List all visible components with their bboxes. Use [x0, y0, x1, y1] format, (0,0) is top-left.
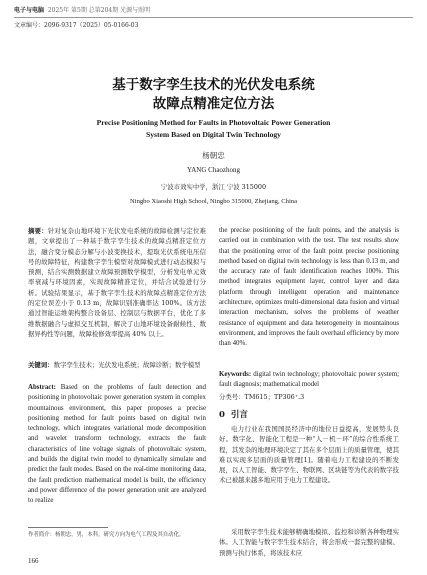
title-en-line1: Precise Positioning Method for Faults in Photovoltaic Power Generation [96, 118, 331, 127]
keywords-cn-text: 数字孪生技术；光伏发电系统；故障诊断；数学模型 [53, 361, 201, 369]
footnote: 作者简介：杨朝忠，男，本科，研究方向为电气工程及其自动化。 [28, 532, 185, 538]
journal-name: 电子与电脑 [14, 7, 45, 14]
author-cn: 杨朝忠 [202, 151, 225, 160]
title-en-line2: System Based on Digital Twin Technology [146, 130, 281, 139]
section-title: 引言 [230, 410, 248, 420]
keywords-cn [28, 360, 206, 370]
section-number: 0 [219, 410, 225, 420]
issue-info: 2025年 第5期 总第204期 光源与照明 [47, 7, 151, 14]
affiliation-en: Ningbo Xiaoshi High School, Ningbo 315000, Zhejiang, China [129, 198, 298, 205]
abstract-en-right: the precise positioning of the fault points, and the analysis is carried out in combination with the test. The test results show that the positioning error of the fault point precise positioning method based on digital twin technology is less than 0.13 m, and the accuracy rate of fault identification reaches 100%. This method integrates equipment layer, control layer and data platform through intelligent operation and maintenance architecture, optimizes multi-dimensional data fusion and virtual interaction mechanism, solves the problems of weather resistance of equipment and data heterogeneity in mountainous environment, and improves the fault overhaul efficiency by more than 40%. [219, 227, 399, 348]
keywords-cn-label: 关键词： [28, 361, 54, 369]
journal-header [14, 5, 150, 14]
abstract-cn [28, 226, 206, 339]
footnote-divider [28, 527, 108, 528]
affiliation-cn: 宁波市效实中学，浙江 宁波 315000 [160, 183, 267, 191]
author-en: YANG Chaozhong [186, 166, 241, 174]
intro-paragraph-2: 采用数字孪生技术能够精确地模拟、监控和诊断各种物理实体。人工智能与数字孪生技术结合，将会形成一套完整的建模、预测与执行体系，将该技术应 [219, 528, 399, 557]
abstract-cn-text: 针对复杂山地环境下光伏发电系统的故障检测与定位难题，文章提出了一种基于数字孪生技术的故障点精准定位方法，融合变分模态分解与小波变换技术，提取光伏系统电压信号的故障特征，构建数字孪生模型对故障模式进行动态模拟与预测，结合实测数据建立故障预测数学模型，分析发电单元效率衰减与环境因素，实现故障精准定位，并结合试验进行分析。试验结果显示，基于数字孪生技术的故障点精准定位方法的定位误差小于 0.13 m，故障识别准确率达 100%。该方法通过智能运维架构整合设备层、控制层与数据平台，优化了多维数据融合与虚拟交互机制，解决了山地环境设备耐候性、数据异构性等问题，故障检修效率提高 40% 以上。 [28, 227, 207, 338]
abstract-en-left-text: Based on the problems of fault detection and positioning in photovoltaic power generation system in complex mountainous environment, this paper proposes a precise positioning method for fault points based on digital twin technology, which integrates variational mode decomposition and wavelet transform technology, extracts the fault characteristics of line voltage signals of photovoltaic system, and builds the digital twin model to dynamically simulate and predict the fault modes. Based on the real-time monitoring data, the fault prediction mathematical model is built, the efficiency and power difference of the power generation unit are analyzed to realize [28, 384, 206, 505]
keywords-en [219, 370, 399, 391]
title-cn-line1: 基于数字孪生技术的光伏发电系统 [112, 77, 315, 93]
title-cn-line2: 故障点精准定位方法 [152, 96, 275, 112]
intro-paragraph-1: 电力行业在我国国民经济中的地位日益提高，发展势头良好。数字化、智能化工程是一种“人－机－环”的综合性系统工程，其发杂的地理环境决定了其在多个层面上的质量管理，使其难以实现多层面的质量管理[1]。随着电力工程建设的不断发展，以人工智能、数字孪生、物联网、区块链等为代表的数字技术已被越来越多地应用于电力工程建设。 [219, 425, 399, 485]
abstract-en-left [28, 383, 206, 507]
article-number: 文章编号：2096-9317（2025）05-0166-03 [14, 22, 139, 29]
classification-number: 分类号：TM615；TP306⁺.3 [219, 393, 305, 401]
section-heading [219, 408, 248, 420]
abstract-en-label: Abstract: [28, 384, 56, 391]
keywords-en-text: digital twin technology; photovoltaic power system; fault diagnosis; mathematical model [219, 371, 399, 389]
header-divider [14, 17, 413, 18]
abstract-cn-label: 摘要： [28, 227, 48, 235]
page-number: 166 [28, 557, 39, 565]
keywords-en-label: Keywords: [219, 371, 252, 378]
